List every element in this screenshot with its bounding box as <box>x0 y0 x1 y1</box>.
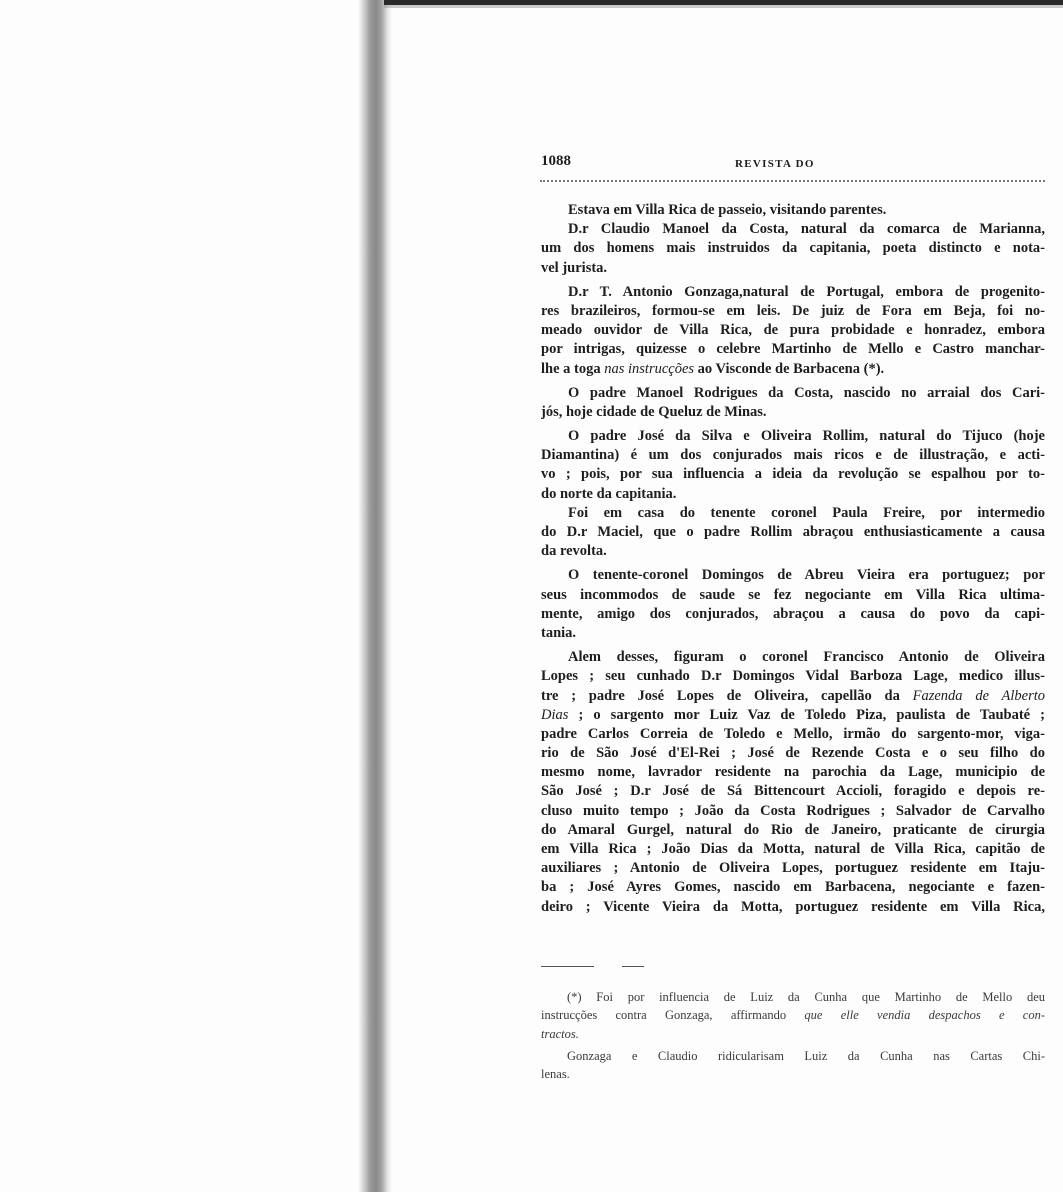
page-number: 1088 <box>541 153 571 169</box>
footnote-line: lenas. <box>541 1067 570 1082</box>
text-line: O tenente-coronel Domingos de Abreu Vieira era portuguez; por <box>568 567 1045 584</box>
text-line: mesmo nome, lavrador residente na parochia da Lage, municipio de <box>541 764 1045 781</box>
text-line: D.r T. Antonio Gonzaga,natural de Portugal, embora de progenito- <box>568 283 1045 300</box>
paragraph <box>541 220 1045 278</box>
text-line <box>541 687 1045 706</box>
footnote-rule <box>541 966 594 967</box>
text-line: jós, hoje cidade de Queluz de Minas. <box>541 403 767 420</box>
body-text <box>541 201 1045 917</box>
text-line: do D.r Maciel, que o padre Rollim abraçou enthusiasticamente a causa <box>541 524 1045 540</box>
italic-text: que elle vendia despachos e con- <box>804 1008 1045 1023</box>
text-segment: lhe a toga <box>541 360 605 377</box>
paragraph <box>541 648 1045 917</box>
text-line: cluso muito tempo ; João da Costa Rodrigues ; Salvador de Carvalho <box>541 802 1045 819</box>
text-line: São José ; D.r José de Sá Bittencourt Accioli, foragido e depois re- <box>541 783 1045 800</box>
text-line: Foi em casa do tenente coronel Paula Freire, por intermedio <box>568 504 1045 521</box>
text-line: rio de São José d'El-Rei ; José de Rezende Costa e o seu filho do <box>541 745 1045 762</box>
text-line: seus incommodos de saude se fez negociante em Villa Rica ultima- <box>541 586 1045 603</box>
text-line: Lopes ; seu cunhado D.r Domingos Vidal Barboza Lage, medico illus- <box>541 668 1045 685</box>
paragraph <box>541 427 1045 504</box>
text-line: por intrigas, quizesse o celebre Martinho de Mello e Castro manchar- <box>541 341 1045 358</box>
text-line: O padre José da Silva e Oliveira Rollim, natural do Tijuco (hoje <box>568 428 1045 445</box>
text-line <box>541 360 1045 379</box>
text-line: da revolta. <box>541 543 607 560</box>
text-segment: ao Visconde de Barbacena (*). <box>694 360 885 377</box>
paragraph <box>541 566 1045 643</box>
footnote-line: tractos. <box>541 1026 579 1041</box>
paragraph <box>541 504 1045 562</box>
text-segment: tre ; padre José Lopes de Oliveira, capellão da <box>541 687 913 704</box>
text-line: padre Carlos Correia de Toledo e Mello, irmão do sargento-mor, viga- <box>541 725 1045 742</box>
text-line: Diamantina) é um dos conjurados mais ricos e de illustração, e acti- <box>541 447 1045 464</box>
text-line: Estava em Villa Rica de passeio, visitando parentes. <box>568 202 887 218</box>
text-line: vel jurista. <box>541 259 608 276</box>
footnote-line: (*) Foi por influencia de Luiz da Cunha que Martinho de Mello deu <box>567 990 1045 1004</box>
text-line: meado ouvidor de Villa Rica, de pura probidade e honradez, embora <box>541 322 1045 339</box>
italic-text: Fazenda de Alberto <box>912 687 1045 704</box>
text-line: ba ; José Ayres Gomes, nascido em Barbacena, negociante e fazen- <box>541 879 1045 896</box>
text-segment: ; o sargento mor Luiz Vaz de Toledo Piza, paulista de Taubaté ; <box>568 706 1045 723</box>
footnote <box>541 988 1045 1043</box>
footnote-rule-dash <box>622 966 644 967</box>
header-rule <box>540 180 1045 182</box>
text-line: do norte da capitania. <box>541 485 677 502</box>
text-line: tania. <box>541 624 577 641</box>
italic-text: Dias <box>541 706 569 723</box>
text-line: mente, amigo dos conjurados, abraçou a causa do povo da capi- <box>541 605 1045 622</box>
text-line: vo ; pois, por sua influencia a ideia da revolução se espalhou por to- <box>541 466 1045 483</box>
text-segment: instrucções contra Gonzaga, affirmando <box>541 1008 805 1023</box>
italic-text: nas instrucções <box>604 360 695 377</box>
footnote <box>541 1047 1045 1084</box>
text-line: deiro ; Vicente Vieira da Motta, portuguez residente em Villa Rica, <box>541 898 1045 915</box>
text-line <box>541 706 1045 725</box>
text-line: Alem desses, figuram o coronel Francisco Antonio de Oliveira <box>568 649 1045 666</box>
paragraph <box>541 201 1045 220</box>
footnote-line: Gonzaga e Claudio ridicularisam Luiz da Cunha nas Cartas Chi- <box>567 1048 1045 1063</box>
text-line: em Villa Rica ; João Dias da Motta, natural de Villa Rica, capitão de <box>541 841 1045 857</box>
text-line: do Amaral Gurgel, natural do Rio de Janeiro, praticante de cirurgia <box>541 821 1045 838</box>
text-line: O padre Manoel Rodrigues da Costa, nascido no arraial dos Cari- <box>568 384 1045 401</box>
paragraph <box>541 283 1045 379</box>
text-line: D.r Claudio Manoel da Costa, natural da comarca de Marianna, <box>568 221 1045 238</box>
running-title: REVISTA DO <box>735 158 815 170</box>
text-line: auxiliares ; Antonio de Oliveira Lopes, portuguez residente em Itaju- <box>541 860 1045 877</box>
footnotes <box>541 988 1045 1083</box>
text-line: um dos homens mais instruidos da capitania, poeta distincto e nota- <box>541 240 1045 257</box>
book-gutter <box>358 0 392 1192</box>
text-line: res brazileiros, formou-se em leis. De juiz de Fora em Beja, foi no- <box>541 302 1045 319</box>
footnote-line <box>541 1006 1045 1024</box>
page-top-edge-shadow <box>384 5 1063 8</box>
paragraph <box>541 384 1045 422</box>
